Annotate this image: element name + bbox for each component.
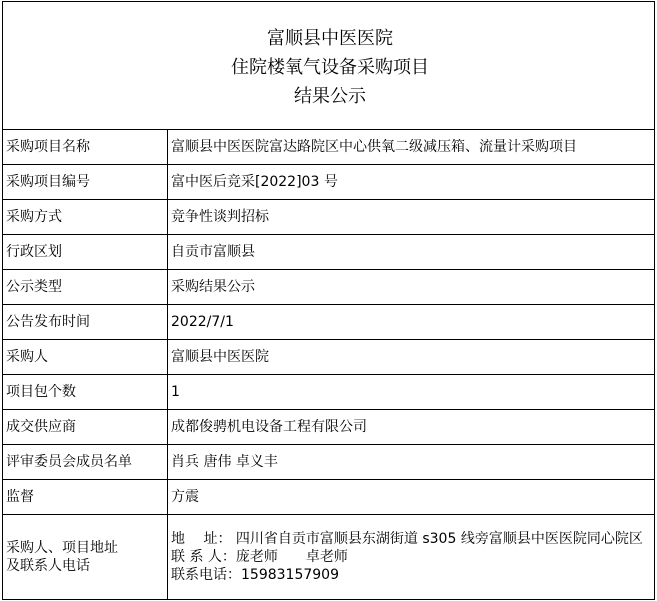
row-label: 行政区划 <box>3 235 168 270</box>
contact-value <box>168 515 655 600</box>
result-table <box>2 1 655 600</box>
row-value: 1 <box>168 375 655 410</box>
table-row <box>3 130 655 165</box>
notice-title: 结果公示 <box>294 85 366 107</box>
row-value: 富中医后竞采[2022]03 号 <box>168 165 655 200</box>
row-label: 成交供应商 <box>3 410 168 445</box>
table-row <box>3 375 655 410</box>
row-label: 评审委员会成员名单 <box>3 445 168 480</box>
table-row <box>3 165 655 200</box>
contact-phone: 联系电话：15983157909 <box>171 567 339 583</box>
row-label: 采购项目名称 <box>3 130 168 165</box>
hospital-title: 富顺县中医医院 <box>267 27 393 49</box>
row-value: 富顺县中医医院 <box>168 340 655 375</box>
row-label: 公示类型 <box>3 270 168 305</box>
row-label: 项目包个数 <box>3 375 168 410</box>
table-row <box>3 270 655 305</box>
row-value: 自贡市富顺县 <box>168 235 655 270</box>
contact-row <box>3 515 655 600</box>
row-label: 监督 <box>3 480 168 515</box>
row-label: 采购人 <box>3 340 168 375</box>
row-label: 采购方式 <box>3 200 168 235</box>
contact-label-line1: 采购人、项目地址 <box>6 540 118 556</box>
contact-label <box>3 515 168 600</box>
table-row <box>3 445 655 480</box>
row-label: 采购项目编号 <box>3 165 168 200</box>
row-value: 竞争性谈判招标 <box>168 200 655 235</box>
header-row <box>3 2 655 130</box>
header-cell <box>3 2 655 130</box>
row-value: 2022/7/1 <box>168 305 655 340</box>
project-title: 住院楼氧气设备采购项目 <box>231 56 429 78</box>
table-row <box>3 340 655 375</box>
row-value: 方震 <box>168 480 655 515</box>
table-row <box>3 480 655 515</box>
row-value: 采购结果公示 <box>168 270 655 305</box>
row-value: 肖兵 唐伟 卓义丰 <box>168 445 655 480</box>
table-row <box>3 410 655 445</box>
row-label: 公告发布时间 <box>3 305 168 340</box>
table-row <box>3 305 655 340</box>
contact-person: 联 系 人：庞老师 卓老师 <box>171 549 348 565</box>
table-row <box>3 235 655 270</box>
contact-label-line2: 及联系人电话 <box>6 558 90 574</box>
table-row <box>3 200 655 235</box>
contact-address: 地 址： 四川省自贡市富顺县东湖街道 s305 线旁富顺县中医医院同心院区 <box>171 531 643 547</box>
row-value: 成都俊骋机电设备工程有限公司 <box>168 410 655 445</box>
row-value: 富顺县中医医院富达路院区中心供氧二级减压箱、流量计采购项目 <box>168 130 655 165</box>
